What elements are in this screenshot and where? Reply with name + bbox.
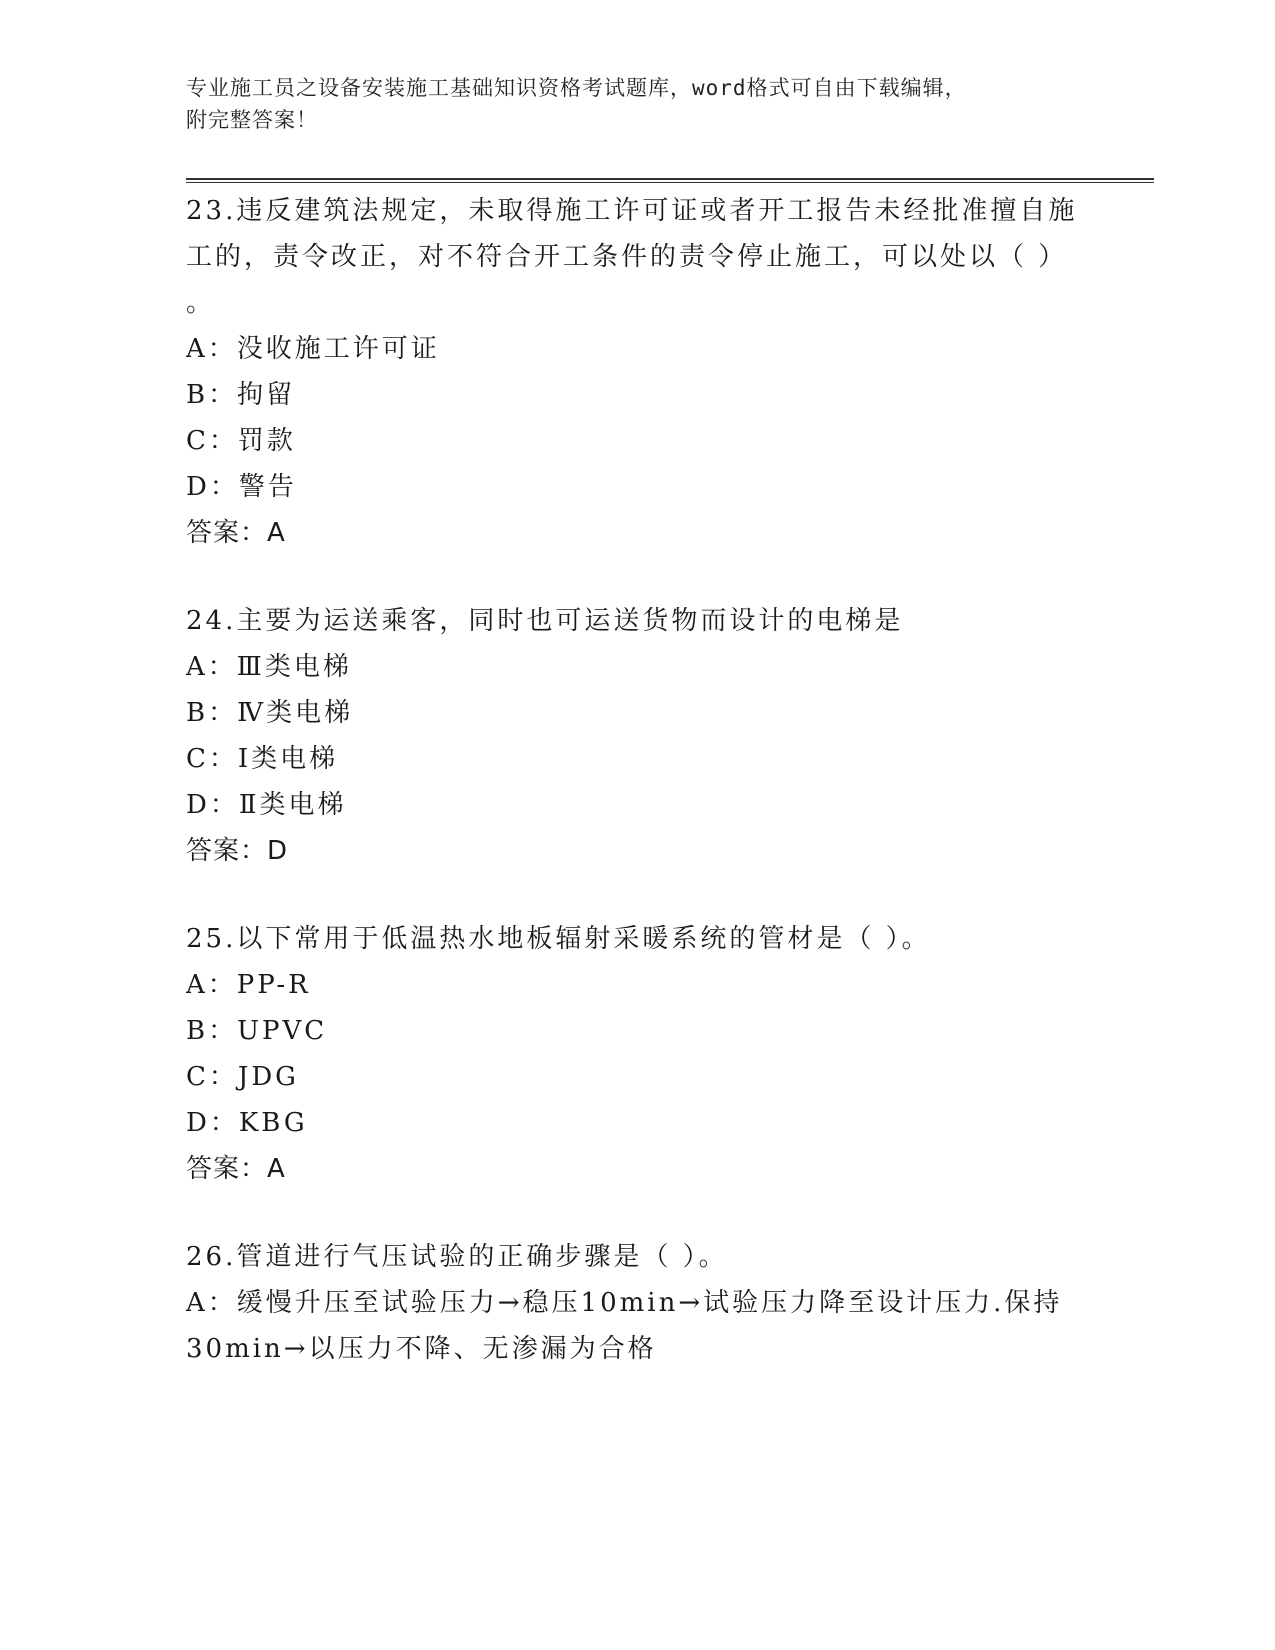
option-b: B：Ⅳ类电梯 [186, 698, 354, 728]
option-d: D：警告 [186, 472, 297, 502]
option-d: D：Ⅱ类电梯 [186, 790, 347, 820]
header-line-2: 附完整答案！ [186, 108, 318, 132]
question-stem-line: 工的，责令改正，对不符合开工条件的责令停止施工，可以处以（ ） [186, 242, 1068, 272]
option-a: A：没收施工许可证 [186, 334, 440, 364]
option-c: C：JDG [186, 1062, 299, 1092]
question-23 [186, 188, 1086, 556]
header-divider [186, 178, 1154, 183]
question-stem-line: 23.违反建筑法规定，未取得施工许可证或者开工报告未经批准擅自施 [186, 196, 1078, 226]
answer: 答案：D [186, 836, 289, 866]
page-header [186, 72, 1086, 136]
option-c: C：Ⅰ类电梯 [186, 744, 339, 774]
question-stem-line: 25.以下常用于低温热水地板辐射采暖系统的管材是（ ）。 [186, 924, 931, 954]
question-stem-line: 26.管道进行气压试验的正确步骤是（ ）。 [186, 1242, 728, 1272]
question-25 [186, 916, 1086, 1192]
answer: 答案：A [186, 1154, 286, 1184]
question-26 [186, 1234, 1086, 1372]
question-stem-line: 24.主要为运送乘客，同时也可运送货物而设计的电梯是 [186, 606, 904, 636]
option-a: A：PP-R [186, 970, 311, 1000]
answer: 答案：A [186, 518, 286, 548]
question-24 [186, 598, 1086, 874]
question-stem-line: 。 [186, 288, 216, 318]
option-a-continued: 30min→以压力不降、无渗漏为合格 [186, 1334, 657, 1364]
question-list [186, 188, 1086, 1414]
option-b: B：拘留 [186, 380, 296, 410]
option-b: B：UPVC [186, 1016, 328, 1046]
option-d: D：KBG [186, 1108, 308, 1138]
option-c: C：罚款 [186, 426, 296, 456]
option-a: A：缓慢升压至试验压力→稳压10min→试验压力降至设计压力.保持 [186, 1288, 1063, 1318]
option-a: A：Ⅲ类电梯 [186, 652, 352, 682]
header-line-1: 专业施工员之设备安装施工基础知识资格考试题库，word格式可自由下载编辑， [186, 76, 967, 100]
